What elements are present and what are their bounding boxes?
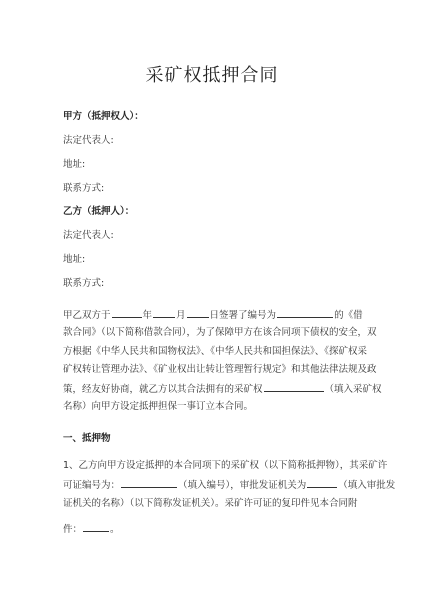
preamble-line-6: 名称）向甲方设定抵押担保一事订立本合同。 bbox=[63, 401, 254, 412]
preamble-text: 甲乙双方于 bbox=[63, 310, 111, 321]
preamble-line-4: 矿权转让管理办法》、《矿业权出让转让管理暂行规定》和其他法律法规及政 bbox=[63, 364, 377, 375]
issuing-authority-blank[interactable] bbox=[307, 478, 337, 488]
license-number-blank[interactable] bbox=[121, 478, 177, 488]
preamble-text: 月 bbox=[176, 310, 186, 321]
section-text: 件： bbox=[63, 524, 83, 535]
mining-right-name-blank[interactable] bbox=[264, 382, 324, 392]
preamble-text: 策，经友好协商，就乙方以其合法拥有的采矿权 bbox=[63, 384, 263, 395]
section-1-line-4 bbox=[63, 522, 363, 536]
document-title: 采矿权抵押合同 bbox=[145, 65, 279, 86]
preamble-line-5 bbox=[63, 382, 382, 396]
year-blank[interactable] bbox=[112, 308, 142, 318]
section-text: 。 bbox=[110, 524, 120, 535]
preamble-text: （填入采矿权 bbox=[324, 384, 382, 395]
section-text: 可证编号为： bbox=[63, 480, 121, 491]
preamble-text: 日签署了编号为 bbox=[209, 310, 277, 321]
preamble-line-2: 款合同》（以下简称借款合同），为了保障甲方在该合同项下债权的安全，双 bbox=[63, 327, 377, 338]
party-b-rep-label: 法定代表人: bbox=[63, 230, 114, 241]
section-1-line-2 bbox=[63, 478, 396, 492]
party-a-address-label: 地址: bbox=[63, 159, 86, 170]
preamble-line-1 bbox=[63, 308, 363, 322]
preamble-text: 年 bbox=[142, 310, 153, 321]
party-b-contact-label: 联系方式: bbox=[63, 278, 105, 289]
contract-number-blank[interactable] bbox=[277, 308, 333, 318]
section-text: （填入审批发 bbox=[338, 480, 396, 491]
party-a-rep-label: 法定代表人: bbox=[63, 135, 114, 146]
section-text: （填入编号），审批发证机关为 bbox=[178, 480, 307, 491]
section-1-line-3: 证机关的名称）（以下简称发证机关）。采矿许可证的复印件见本合同附 bbox=[63, 498, 358, 509]
attachment-blank[interactable] bbox=[83, 522, 109, 532]
party-a-heading: 甲方（抵押权人）： bbox=[63, 111, 144, 122]
section-1-line-1: 1、乙方向甲方设定抵押的本合同项下的采矿权（以下简称抵押物），其采矿许 bbox=[63, 460, 388, 471]
party-a-contact-label: 联系方式: bbox=[63, 183, 105, 194]
preamble-line-3: 方根据《中华人民共和国物权法》、《中华人民共和国担保法》、《探矿权采 bbox=[63, 346, 368, 357]
month-blank[interactable] bbox=[153, 308, 175, 318]
preamble-text: 的《借 bbox=[334, 310, 363, 321]
party-b-address-label: 地址: bbox=[63, 254, 86, 265]
day-blank[interactable] bbox=[187, 308, 209, 318]
party-b-heading: 乙方（抵押人）： bbox=[63, 206, 135, 217]
section-1-heading: 一、抵押物 bbox=[63, 433, 111, 444]
